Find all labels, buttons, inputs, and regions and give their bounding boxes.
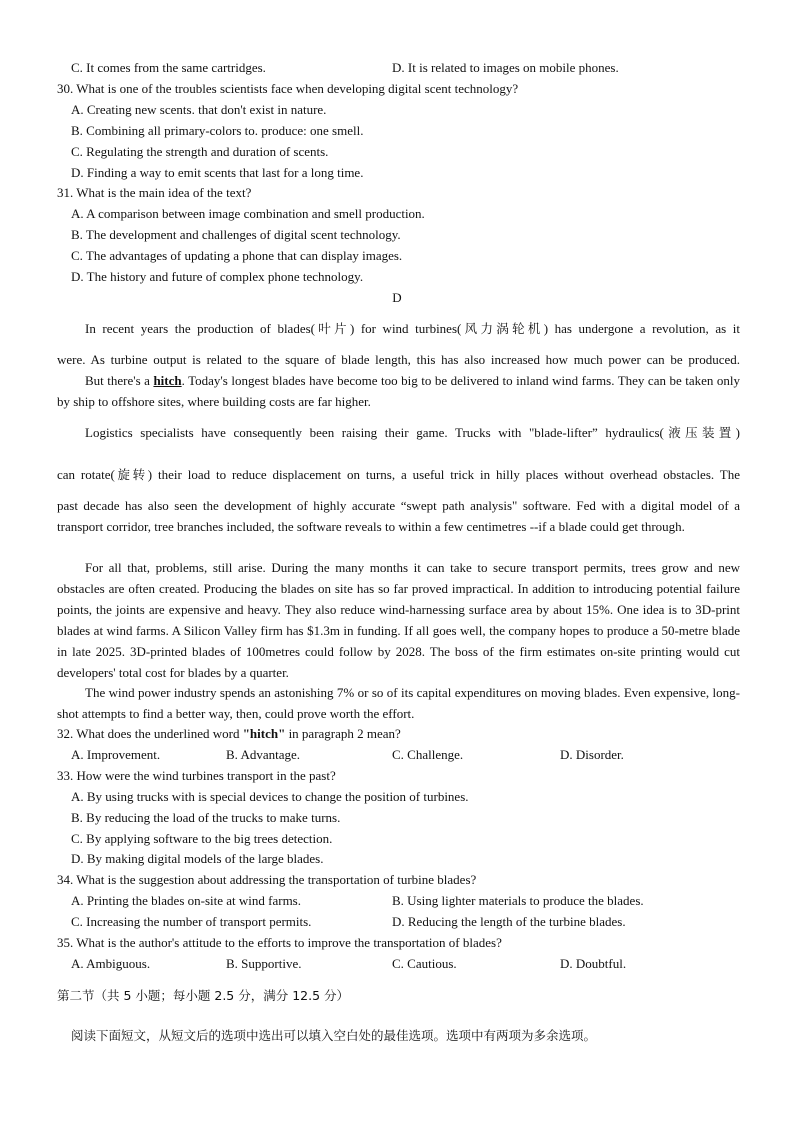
q35-option-c: C. Cautious. <box>392 956 457 971</box>
q35-option-a: A. Ambiguous. <box>71 956 151 971</box>
q32-stem-word: "hitch" <box>242 726 286 741</box>
q32-option-a: A. Improvement. <box>71 747 161 762</box>
p1-cjk-turbines: 风力涡轮机 <box>461 321 544 336</box>
q33-stem: 33. How were the wind turbines transport in the past? <box>57 768 336 783</box>
paragraph-1 <box>57 318 740 339</box>
section-2-heading: 第二节（共 5 小题；每小题 2.5 分，满分 12.5 分） <box>57 988 350 1003</box>
q32-option-c: C. Challenge. <box>392 747 464 762</box>
q33-option-c: C. By applying software to the big trees detection. <box>71 831 333 846</box>
p3-cjk-hydraulics: 液压装置 <box>663 425 736 440</box>
p2-text-a: But there's a <box>85 373 154 388</box>
q31-option-a: A. A comparison between image combination and smell production. <box>71 206 425 221</box>
paragraph-4 <box>57 557 740 683</box>
p3-text-a: Logistics specialists have consequently been raising their game. Trucks with "blade-lifter” hydraulics( <box>85 425 664 440</box>
q32-stem-b: in paragraph 2 mean? <box>285 726 401 741</box>
p1-text-a: In recent years the production of blades( <box>85 321 315 336</box>
paragraph-5 <box>57 682 740 724</box>
q30-option-d: D. Finding a way to emit scents that last for a long time. <box>71 165 364 180</box>
p3-line2-b: ) their load to reduce displacement on turns, a useful trick in hilly places without overhead obstacles. The <box>147 467 740 482</box>
q31-option-b: B. The development and challenges of digital scent technology. <box>71 227 401 242</box>
q34-option-a: A. Printing the blades on-site at wind farms. <box>71 893 301 908</box>
q32-stem <box>57 726 401 742</box>
q29-option-c: C. It comes from the same cartridges. <box>71 60 266 75</box>
p3-line2-a: can rotate( <box>57 467 115 482</box>
q34-option-b: B. Using lighter materials to produce the blades. <box>392 893 644 908</box>
paragraph-3-rest <box>57 495 740 537</box>
p3-text-b: ) <box>735 425 740 440</box>
p2-text-b: . Today's longest blades have become too big to be delivered to inland wind farms. They can be taken only by ship to offshore sites, where building costs are far higher. <box>57 373 741 409</box>
q33-option-d: D. By making digital models of the large blades. <box>71 851 324 866</box>
passage-label: D <box>392 290 402 305</box>
q34-option-c: C. Increasing the number of transport permits. <box>71 914 312 929</box>
paragraph-3 <box>57 422 740 443</box>
q31-option-d: D. The history and future of complex phone technology. <box>71 269 364 284</box>
q34-stem: 34. What is the suggestion about addressing the transportation of turbine blades? <box>57 872 477 887</box>
p5-text: The wind power industry spends an astonishing 7% or so of its capital expenditures on moving blades. Even expensive, long-shot attempts to find a better way, then, could prove worth the effort. <box>57 685 740 721</box>
section-2-instruction: 阅读下面短文，从短文后的选项中选出可以填入空白处的最佳选项。选项中有两项为多余选项。 <box>71 1028 597 1043</box>
q33-option-a: A. By using trucks with is special devices to change the position of turbines. <box>71 789 469 804</box>
q31-option-c: C. The advantages of updating a phone that can display images. <box>71 248 403 263</box>
p1-cjk-blades: 叶片 <box>314 321 350 336</box>
q29-option-d: D. It is related to images on mobile phones. <box>392 60 619 75</box>
p3-rest: past decade has also seen the development of highly accurate “swept path analysis" software. Fed with a digital model of a transport corridor, tree branches included, the software reveals to within a few centimetres --if a blade could get through. <box>57 498 740 534</box>
q32-stem-a: 32. What does the underlined word <box>57 726 243 741</box>
q30-option-a: A. Creating new scents. that don't exist in nature. <box>71 102 327 117</box>
q35-option-d: D. Doubtful. <box>560 956 627 971</box>
q35-stem: 35. What is the author's attitude to the efforts to improve the transportation of blades? <box>57 935 502 950</box>
q30-option-b: B. Combining all primary-colors to. produce: one smell. <box>71 123 364 138</box>
q34-option-d: D. Reducing the length of the turbine blades. <box>392 914 626 929</box>
q35-option-b: B. Supportive. <box>226 956 302 971</box>
paragraph-1-line-2 <box>57 349 740 370</box>
p4-text: For all that, problems, still arise. During the many months it can take to secure transport permits, trees grow and new obstacles are often created. Producing the blades on site has so far proved impractical. In addition to introducing potential failure points, the joints are expensive and heavy. They also reduce wind-harnessing surface area by about 15%. One idea is to 3D-print blades at wind farms. A Silicon Valley firm has $1.3m in funding. If all goes well, the company hopes to produce a 50-metre blade in late 2025. 3D-printed blades of 100metres could follow by 2028. The boss of the firm estimates on-site printing would cut developers' total cost for blades by a quarter. <box>57 560 740 680</box>
q32-option-b: B. Advantage. <box>226 747 301 762</box>
paragraph-3-line-2 <box>57 464 740 485</box>
p1-text-c: ) has undergone a revolution, as it <box>543 321 740 336</box>
p3-cjk-rotate: 旋转 <box>114 467 148 482</box>
q33-option-b: B. By reducing the load of the trucks to make turns. <box>71 810 341 825</box>
q31-stem: 31. What is the main idea of the text? <box>57 185 252 200</box>
hitch-underlined-word: hitch <box>153 373 182 388</box>
q30-option-c: C. Regulating the strength and duration of scents. <box>71 144 329 159</box>
paragraph-2 <box>57 370 740 412</box>
p1-line-2: were. As turbine output is related to the square of blade length, this has also increased how much power can be produced. <box>57 352 740 367</box>
q30-stem: 30. What is one of the troubles scientists face when developing digital scent technology? <box>57 81 519 96</box>
p1-text-b: ) for wind turbines( <box>349 321 462 336</box>
q32-option-d: D. Disorder. <box>560 747 624 762</box>
